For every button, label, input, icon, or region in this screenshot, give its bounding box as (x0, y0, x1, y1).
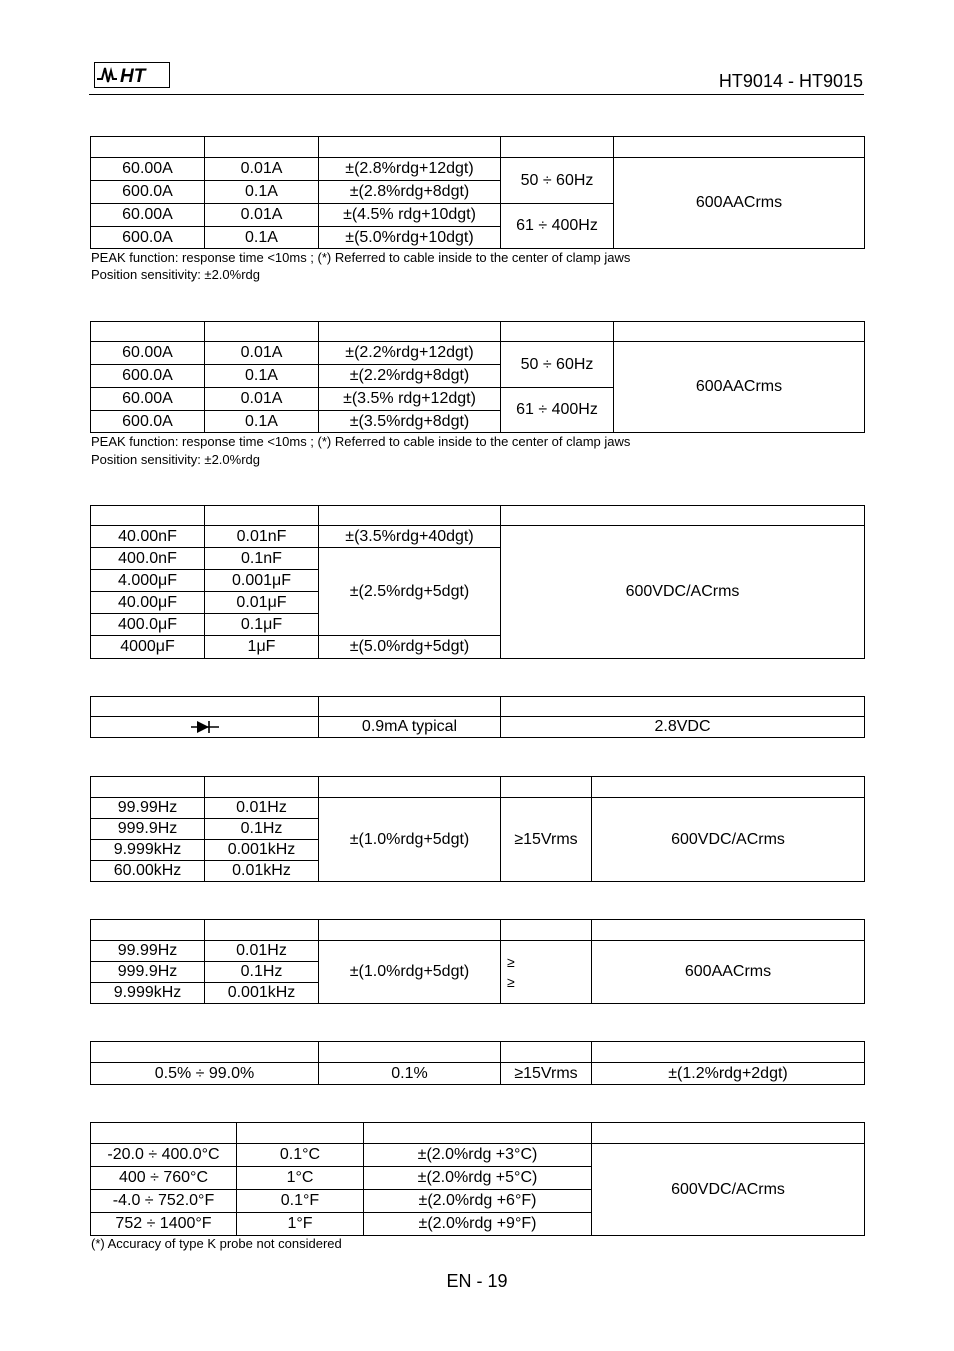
header-cell (205, 322, 319, 342)
resolution-cell: 0.01A (205, 342, 319, 365)
protection-cell: 600AACrms (592, 941, 865, 1004)
table-row (91, 158, 865, 181)
sensitivity-line: ≥ (507, 974, 515, 990)
frequency-cell: 50 ÷ 60Hz (501, 158, 614, 204)
duty-cycle-table (90, 1041, 865, 1085)
table-row (91, 717, 865, 738)
table-note: (*) Accuracy of type K probe not considered (91, 1236, 342, 1251)
resolution-cell: 0.01Hz (205, 798, 319, 819)
header-cell (91, 777, 205, 798)
range-cell: 4.000μF (91, 570, 205, 592)
range-cell: 99.99Hz (91, 941, 205, 962)
table-note: Position sensitivity: ±2.0%rdg (91, 267, 260, 282)
resolution-cell: 0.1°C (237, 1144, 364, 1167)
header-cell (205, 506, 319, 526)
table-row (91, 798, 865, 819)
accuracy-cell: ±(5.0%rdg+10dgt) (319, 227, 501, 249)
resolution-cell: 0.01nF (205, 526, 319, 548)
resolution-cell: 0.01A (205, 204, 319, 227)
frequency-voltage-table (90, 776, 865, 882)
current-table-ht9014 (90, 136, 865, 249)
diode-symbol-cell (91, 717, 319, 738)
resolution-cell: 0.1μF (205, 614, 319, 636)
range-cell: 600.0A (91, 365, 205, 388)
resolution-cell: 0.1°F (237, 1190, 364, 1213)
header-cell (614, 137, 865, 158)
resolution-cell: 0.1nF (205, 548, 319, 570)
range-cell: 600.0A (91, 411, 205, 433)
resolution-cell: 0.1A (205, 181, 319, 204)
temperature-table (90, 1122, 865, 1236)
header-cell (614, 322, 865, 342)
header-cell (592, 920, 865, 941)
range-cell: 60.00kHz (91, 861, 205, 882)
accuracy-cell: ±(2.5%rdg+5dgt) (319, 548, 501, 636)
range-cell: -20.0 ÷ 400.0°C (91, 1144, 237, 1167)
range-cell: 400.0nF (91, 548, 205, 570)
header-cell (319, 137, 501, 158)
header-cell (501, 137, 614, 158)
range-cell: 999.9Hz (91, 962, 205, 983)
protection-cell: 600VDC/ACrms (592, 798, 865, 882)
accuracy-cell: ±(4.5% rdg+10dgt) (319, 204, 501, 227)
protection-cell: 600VDC/ACrms (501, 526, 865, 659)
accuracy-cell: ±(3.5%rdg+40dgt) (319, 526, 501, 548)
sensitivity-cell (501, 941, 592, 1004)
header-cell (501, 697, 865, 717)
header-cell (319, 920, 501, 941)
resolution-cell: 0.01Hz (205, 941, 319, 962)
table-row (91, 1063, 865, 1085)
range-cell: 600.0A (91, 181, 205, 204)
logo-text: HT (120, 66, 146, 87)
range-cell: 40.00μF (91, 592, 205, 614)
accuracy-cell: ±(1.2%rdg+2dgt) (592, 1063, 865, 1085)
header-cell (319, 1042, 501, 1063)
header-cell (501, 1042, 592, 1063)
header-cell (91, 1123, 237, 1144)
header-cell (319, 777, 501, 798)
resolution-cell: 0.1A (205, 411, 319, 433)
diode-table (90, 696, 865, 738)
range-cell: 0.5% ÷ 99.0% (91, 1063, 319, 1085)
header-cell (319, 506, 501, 526)
header-cell (501, 506, 865, 526)
range-cell: 9.999kHz (91, 983, 205, 1004)
range-cell: 752 ÷ 1400°F (91, 1213, 237, 1236)
resolution-cell: 0.01kHz (205, 861, 319, 882)
range-cell: 999.9Hz (91, 819, 205, 840)
range-cell: 60.00A (91, 204, 205, 227)
accuracy-cell: ±(1.0%rdg+5dgt) (319, 798, 501, 882)
resolution-cell: 0.1Hz (205, 819, 319, 840)
header-cell (237, 1123, 364, 1144)
accuracy-cell: ±(2.0%rdg +5°C) (364, 1167, 592, 1190)
resolution-cell: 0.001kHz (205, 983, 319, 1004)
resolution-cell: 0.01μF (205, 592, 319, 614)
header-cell (91, 697, 319, 717)
range-cell: 60.00A (91, 158, 205, 181)
range-cell: 40.00nF (91, 526, 205, 548)
header-cell (319, 322, 501, 342)
header-cell (91, 322, 205, 342)
table-note: Position sensitivity: ±2.0%rdg (91, 452, 260, 467)
range-cell: 400 ÷ 760°C (91, 1167, 237, 1190)
table-note: PEAK function: response time <10ms ; (*) Referred to cable inside to the center of clamp jaws (91, 250, 631, 265)
frequency-current-table (90, 919, 865, 1004)
capacitance-table (90, 505, 865, 659)
resolution-cell: 0.01A (205, 158, 319, 181)
accuracy-cell: ±(2.0%rdg +6°F) (364, 1190, 592, 1213)
resolution-cell: 0.01A (205, 388, 319, 411)
header-cell (501, 777, 592, 798)
table-row (91, 941, 865, 962)
range-cell: 99.99Hz (91, 798, 205, 819)
frequency-cell: 61 ÷ 400Hz (501, 204, 614, 249)
resolution-cell: 0.1% (319, 1063, 501, 1085)
header-cell (91, 506, 205, 526)
header-cell (592, 777, 865, 798)
header-cell (91, 1042, 319, 1063)
sensitivity-line: ≥ (507, 954, 515, 970)
header-cell (501, 322, 614, 342)
table-row (91, 342, 865, 365)
resolution-cell: 0.1Hz (205, 962, 319, 983)
protection-cell: 600VDC/ACrms (592, 1144, 865, 1236)
accuracy-cell: ±(2.2%rdg+12dgt) (319, 342, 501, 365)
resolution-cell: 0.1A (205, 227, 319, 249)
table-row (91, 1144, 865, 1167)
range-cell: 60.00A (91, 388, 205, 411)
accuracy-cell: ±(3.5%rdg+8dgt) (319, 411, 501, 433)
protection-cell: 600AACrms (614, 342, 865, 433)
sensitivity-cell: ≥15Vrms (501, 1063, 592, 1085)
accuracy-cell: ±(3.5% rdg+12dgt) (319, 388, 501, 411)
range-cell: 9.999kHz (91, 840, 205, 861)
accuracy-cell: ±(2.8%rdg+8dgt) (319, 181, 501, 204)
range-cell: 400.0μF (91, 614, 205, 636)
header-cell (501, 920, 592, 941)
header-cell (205, 920, 319, 941)
accuracy-cell: ±(5.0%rdg+5dgt) (319, 636, 501, 659)
header-divider (89, 94, 864, 95)
accuracy-cell: ±(2.0%rdg +3°C) (364, 1144, 592, 1167)
page-number: EN - 19 (446, 1271, 508, 1291)
resolution-cell: 0.1A (205, 365, 319, 388)
range-cell: 600.0A (91, 227, 205, 249)
resolution-cell: 1μF (205, 636, 319, 659)
diode-icon (190, 720, 220, 734)
accuracy-cell: ±(2.2%rdg+8dgt) (319, 365, 501, 388)
header-cell (592, 1123, 865, 1144)
current-table-ht9015 (90, 321, 865, 433)
accuracy-cell: ±(2.8%rdg+12dgt) (319, 158, 501, 181)
accuracy-cell: ±(1.0%rdg+5dgt) (319, 941, 501, 1004)
header-cell (319, 697, 501, 717)
document-title: HT9014 - HT9015 (718, 71, 863, 91)
range-cell: -4.0 ÷ 752.0°F (91, 1190, 237, 1213)
test-current-cell: 0.9mA typical (319, 717, 501, 738)
resolution-cell: 0.001kHz (205, 840, 319, 861)
resolution-cell: 0.001μF (205, 570, 319, 592)
open-voltage-cell: 2.8VDC (501, 717, 865, 738)
ht-logo (94, 62, 170, 88)
range-cell: 4000μF (91, 636, 205, 659)
protection-cell: 600AACrms (614, 158, 865, 249)
frequency-cell: 50 ÷ 60Hz (501, 342, 614, 388)
header-cell (91, 137, 205, 158)
range-cell: 60.00A (91, 342, 205, 365)
header-cell (205, 137, 319, 158)
resolution-cell: 1°F (237, 1213, 364, 1236)
sensitivity-cell: ≥15Vrms (501, 798, 592, 882)
header-cell (592, 1042, 865, 1063)
resolution-cell: 1°C (237, 1167, 364, 1190)
frequency-cell: 61 ÷ 400Hz (501, 388, 614, 433)
table-row (91, 526, 865, 548)
header-cell (364, 1123, 592, 1144)
header-cell (91, 920, 205, 941)
table-note: PEAK function: response time <10ms ; (*) Referred to cable inside to the center of clamp jaws (91, 434, 631, 449)
header-cell (205, 777, 319, 798)
accuracy-cell: ±(2.0%rdg +9°F) (364, 1213, 592, 1236)
